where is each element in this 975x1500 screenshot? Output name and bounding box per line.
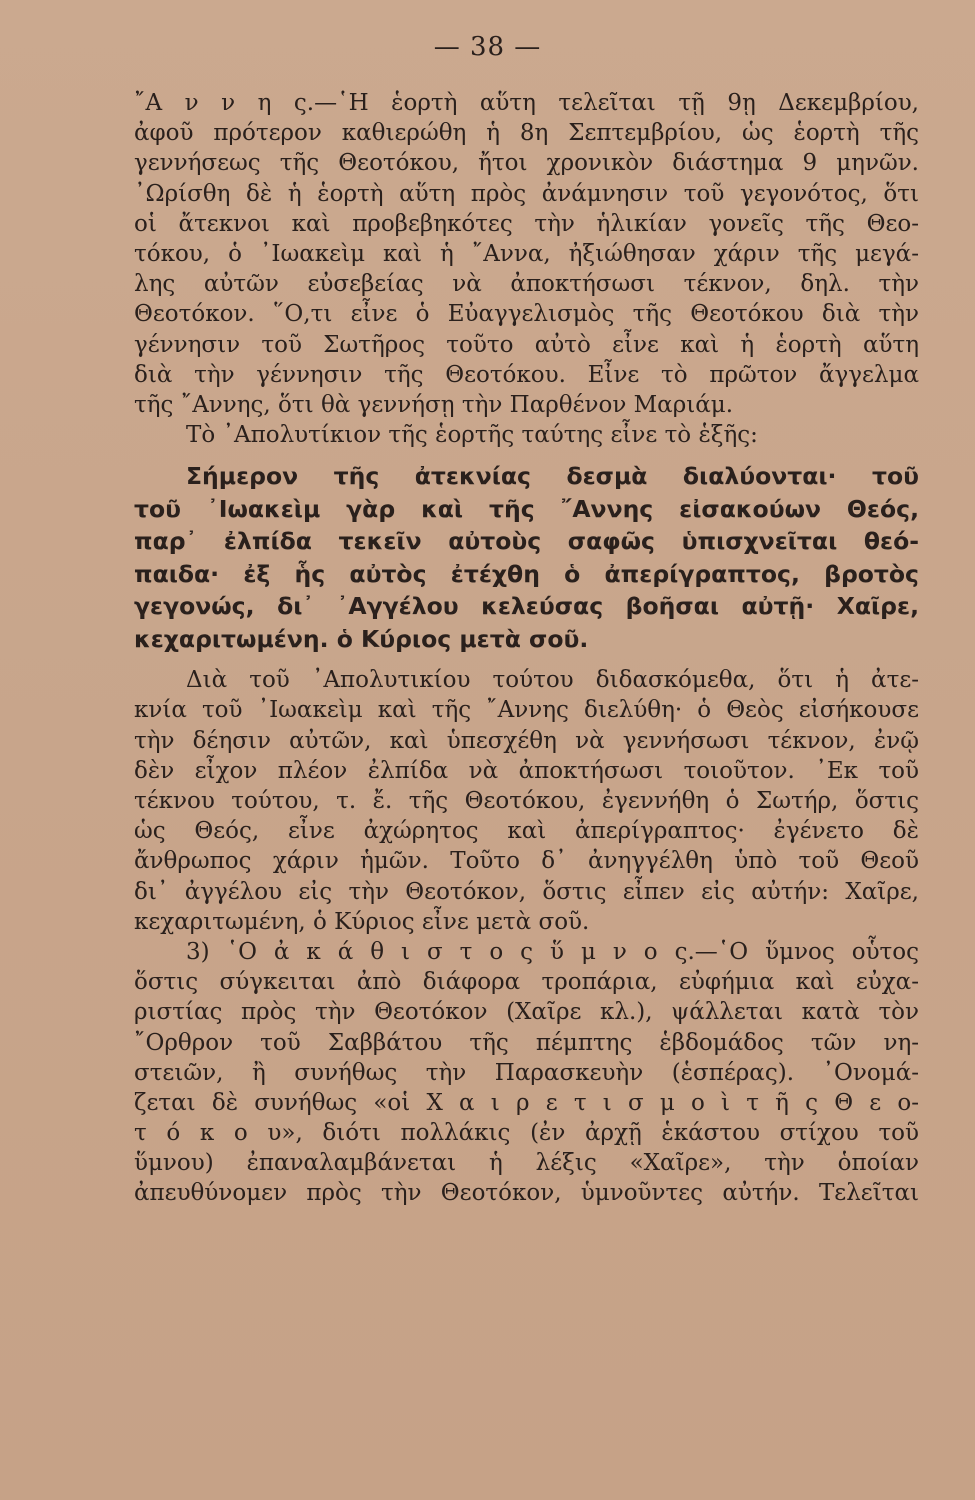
text-line: ἀπευθύνομεν πρὸς τὴν Θεοτόκον, ὑμνοῦντες αὐτήν. Τελεῖται [134, 1180, 919, 1207]
text-line: Διὰ τοῦ ᾿Απολυτικίου τούτου διδασκόμεθα, ὅτι ἡ ἀτε- [186, 667, 919, 694]
text-line: κνία τοῦ ᾿Ιωακεὶμ καὶ τῆς ῎Αννης διελύθη· ὁ Θεὸς εἰσήκουσε [134, 697, 919, 724]
text-line: τέκνου τούτου, τ. ἔ. τῆς Θεοτόκου, ἐγεννήθη ὁ Σωτήρ, ὅστις [134, 788, 919, 814]
text-line: ῎Ορθρον τοῦ Σαββάτου τῆς πέμπτης ἑβδομάδος τῶν νη- [134, 1029, 919, 1056]
text-line: οἱ ἄτεκνοι καὶ προβεβηκότες τὴν ἡλικίαν γονεῖς τῆς Θεο- [134, 210, 919, 237]
text-line: ριστίας πρὸς τὴν Θεοτόκον (Χαῖρε κλ.), ψάλλεται κατὰ τὸν [134, 999, 919, 1026]
text-line: τὴν δέησιν αὐτῶν, καὶ ὑπεσχέθη νὰ γεννήσωσι τέκνον, ἐνῷ [134, 727, 919, 754]
text-line: ὡς Θεός, εἶνε ἀχώρητος καὶ ἀπερίγραπτος· ἐγένετο δὲ [134, 818, 919, 845]
text-line: γέννησιν τοῦ Σωτῆρος τοῦτο αὐτὸ εἶνε καὶ ἡ ἑορτὴ αὕτη [134, 331, 919, 358]
apolytikion-hymn [134, 460, 919, 655]
hymn-line: παιδα· ἐξ ἧς αὐτὸς ἐτέχθη ὁ ἀπερίγραπτος, βροτὸς [134, 559, 919, 588]
text-line: ὕμνου) ἐπαναλαμβάνεται ἡ λέξις «Χαῖρε», τὴν ὁποίαν [134, 1150, 919, 1177]
text-line: δι᾿ ἀγγέλου εἰς τὴν Θεοτόκον, ὅστις εἶπεν εἰς αὐτήν: Χαῖρε, [134, 878, 919, 905]
text-line: λης αὐτῶν εὐσεβείας νὰ ἀποκτήσωσι τέκνον, δηλ. τὴν [134, 271, 919, 298]
text-line: δὲν εἶχον πλέον ἐλπίδα νὰ ἀποκτήσωσι τοιοῦτον. ᾿Εκ τοῦ [134, 757, 919, 784]
text-line: ἄνθρωπος χάριν ἡμῶν. Τοῦτο δ᾿ ἀνηγγέλθη ὑπὸ τοῦ Θεοῦ [134, 848, 919, 875]
text-line: γεννήσεως τῆς Θεοτόκου, ἤτοι χρονικὸν διάστημα 9 μηνῶν. [134, 150, 919, 177]
text-line: διὰ τὴν γέννησιν τῆς Θεοτόκου. Εἶνε τὸ πρῶτον ἄγγελμα [134, 361, 919, 388]
apolytikion-intro: Τὸ ᾿Απολυτίκιον τῆς ἑορτῆς ταύτης εἶνε τὸ ἑξῆς: [186, 422, 758, 449]
text-line: τῆς ῎Αννης, ὅτι θὰ γεννήσῃ τὴν Παρθένον Μαριάμ. [134, 391, 734, 418]
text-line: στειῶν, ἢ συνήθως τὴν Παρασκευὴν (ἑσπέρας). ᾿Ονομά- [134, 1059, 919, 1086]
text-line: ῎Α ν ν η ς.—῾Η ἑορτὴ αὕτη τελεῖται τῇ 9ῃ Δεκεμβρίου, [134, 90, 919, 116]
text-line: τ ό κ ο υ», διότι πολλάκις (ἐν ἀρχῇ ἑκάστου στίχου τοῦ [134, 1120, 919, 1147]
hymn-line: παρ᾿ ἐλπίδα τεκεῖν αὐτοὺς σαφῶς ὑπισχνεῖται θεό- [134, 527, 919, 556]
hymn-line: τοῦ ᾿Ιωακεὶμ γὰρ καὶ τῆς ῎Αννης εἰσακούων Θεός, [134, 494, 919, 523]
section-heading-line: 3) ῾Ο ἀ κ ά θ ι σ τ ο ς ὕ μ ν ο ς.—῾Ο ὕμνος οὗτος [186, 938, 919, 965]
hymn-line: γεγονώς, δι᾿ ᾿Αγγέλου κελεύσας βοῆσαι αὐτῇ· Χαῖρε, [134, 592, 919, 621]
text-line: ὅστις σύγκειται ἀπὸ διάφορα τροπάρια, εὐφήμια καὶ εὐχα- [134, 969, 919, 996]
paragraph-akathist [134, 937, 919, 1209]
text-line: κεχαριτωμένη, ὁ Κύριος εἶνε μετὰ σοῦ. [134, 908, 590, 935]
text-line: ᾿Ωρίσθη δὲ ἡ ἑορτὴ αὕτη πρὸς ἀνάμνησιν τοῦ γεγονότος, ὅτι [134, 180, 919, 207]
text-line: ζεται δὲ συνήθως «οἱ Χ α ι ρ ε τ ι σ μ ο ὶ τ ῆ ς Θ ε ο- [134, 1089, 919, 1116]
text-line: ἀφοῦ πρότερον καθιερώθη ἡ 8η Σεπτεμβρίου, ὡς ἑορτὴ τῆς [134, 120, 919, 147]
hymn-line: κεχαριτωμένη. ὁ Κύριος μετὰ σοῦ. [134, 624, 589, 653]
text-line: Θεοτόκον. ῞Ο,τι εἶνε ὁ Εὐαγγελισμὸς τῆς Θεοτόκου διὰ τὴν [134, 301, 919, 328]
text-line: τόκου, ὁ ᾿Ιωακεὶμ καὶ ἡ ῎Αννα, ἠξιώθησαν χάριν τῆς μεγά- [134, 240, 919, 267]
page-number: — 38 — [433, 32, 542, 62]
paragraph-commentary [134, 665, 919, 937]
page-body [134, 88, 919, 1209]
hymn-line: Σήμερον τῆς ἀτεκνίας δεσμὰ διαλύονται· τοῦ [186, 462, 919, 491]
paragraph-anna [134, 88, 919, 420]
